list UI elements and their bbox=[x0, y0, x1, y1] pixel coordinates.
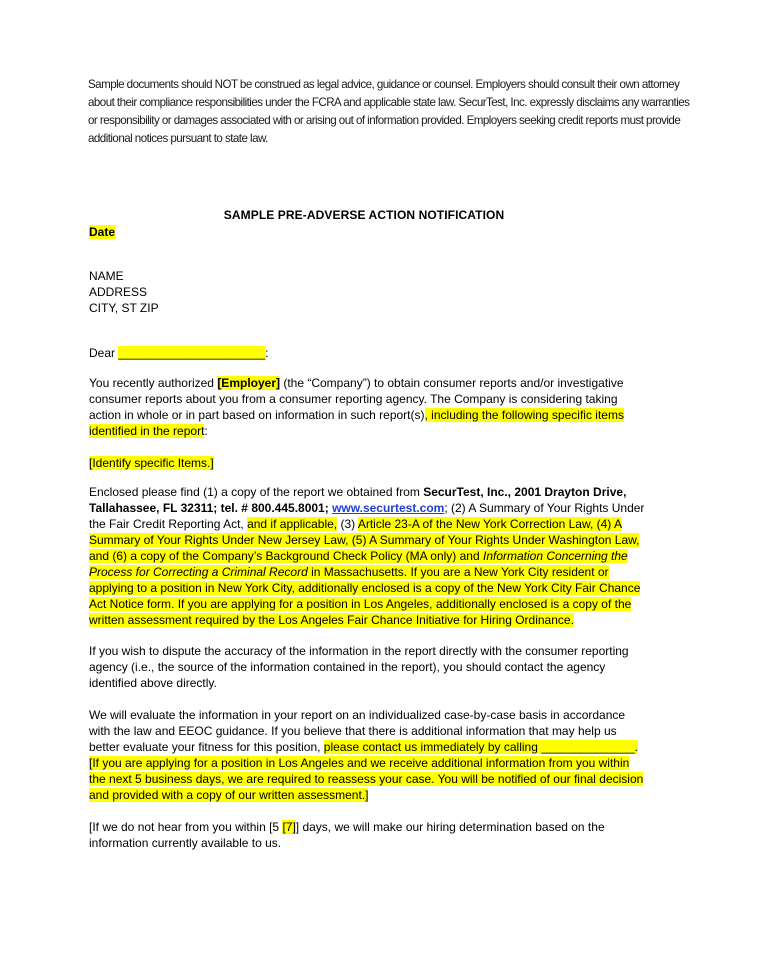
recipient-city: CITY, ST ZIP bbox=[89, 301, 159, 315]
recipient-street: ADDRESS bbox=[89, 285, 148, 299]
para2-highlight-3: in Massachusetts. If you are a New York City resident or applying to a position in New York City, additionally enclosed is a copy of the New York City Fair Chance Act Notice form. If you are applying for a position in Los Angeles, additionally enclosed is a copy of the written assessment required by the Los Angeles Fair Chance Initiative for Hiring Ordinance. bbox=[89, 565, 641, 627]
securtest-link[interactable]: www.securtest.com bbox=[332, 501, 445, 515]
recipient-address bbox=[89, 268, 649, 316]
legal-disclaimer: Sample documents should NOT be construed as legal advice, guidance or counsel. Employers should consult their own attorney about their compliance responsibilities under the FCRA and applicable state law. SecurTest, Inc. expressly disclaims any warranties or responsibility or damages associated with or arising out of information provided. Employers seeking credit reports must provide additional notices pursuant to state law. bbox=[88, 78, 690, 145]
para2-highlight-1: and if applicable, bbox=[247, 517, 338, 531]
para4-text-1: We will evaluate the information in your report on an individualized case-by-case basis in accordance with the law and EEOC guidance. If you believe that there is additional information that may help us better evaluate your fitness for this position, bbox=[89, 708, 626, 754]
date-placeholder: Date bbox=[89, 225, 116, 239]
recipient-name: NAME bbox=[89, 269, 124, 283]
para2-text-2: ; (2) A Summary of Your Rights Under the Fair Credit Reporting Act, bbox=[89, 501, 645, 531]
employer-placeholder: [Employer] bbox=[217, 376, 280, 390]
salutation-prefix: Dear bbox=[89, 346, 119, 360]
paragraph-authorization bbox=[89, 375, 649, 439]
para5-text-2: ] days, we will make our hiring determination based on the information currently available to us. bbox=[89, 820, 605, 850]
securtest-contact: SecurTest, Inc., 2001 Drayton Drive, Tallahassee, FL 32311; tel. # 800.445.8001; bbox=[89, 485, 627, 515]
para4-highlight-1: please contact us immediately by calling ______________. bbox=[323, 740, 639, 754]
para4-highlight-2: [If you are applying for a position in Los Angeles and we receive additional information from you within the next 5 business days, we are required to reassess your case. You will be notified of our final decision and provided with a copy of our written assessment.] bbox=[89, 756, 644, 802]
document-title: SAMPLE PRE-ADVERSE ACTION NOTIFICATION bbox=[223, 208, 505, 222]
identify-items-placeholder: [Identify specific Items.] bbox=[89, 456, 214, 470]
salutation-suffix: : bbox=[265, 346, 269, 360]
para2-highlight-italic: Information Concerning the Process for Correcting a Criminal Record bbox=[89, 549, 628, 579]
para1-text-1: You recently authorized bbox=[89, 376, 218, 390]
date-line bbox=[89, 224, 649, 240]
para2-text-1: Enclosed please find (1) a copy of the report we obtained from bbox=[89, 485, 424, 499]
salutation bbox=[89, 345, 649, 361]
para2-text-3: (3) bbox=[337, 517, 358, 531]
para5-text-1: [If we do not hear from you within [5 bbox=[89, 820, 283, 834]
para1-text-2: (the “Company”) to obtain consumer reports and/or investigative consumer reports about you from a consumer reporting agency. The Company is considering taking action in whole or in part based on information in such report(s) bbox=[89, 376, 624, 422]
para2-highlight-2: Article 23-A of the New York Correction Law, (4) A Summary of Your Rights Under New Jersey Law, (5) A Summary of Your Rights Under Washington Law, and (6) a copy of the Company’s Background Check Policy (MA only) and bbox=[89, 517, 640, 563]
para1-text-3: : bbox=[204, 424, 208, 438]
para1-highlight: , including the following specific items identified in the report bbox=[89, 408, 624, 438]
paragraph-determination bbox=[89, 819, 649, 851]
paragraph-enclosures bbox=[89, 484, 649, 628]
paragraph-evaluation bbox=[89, 707, 649, 803]
salutation-name-blank: ______________________ bbox=[118, 346, 266, 360]
identify-items-line bbox=[89, 455, 649, 471]
para5-highlight: [7] bbox=[282, 820, 296, 834]
paragraph-dispute: If you wish to dispute the accuracy of the information in the report directly with the consumer reporting agency (i.e., the source of the information contained in the report), you should contact the agency identified above directly. bbox=[89, 644, 629, 690]
